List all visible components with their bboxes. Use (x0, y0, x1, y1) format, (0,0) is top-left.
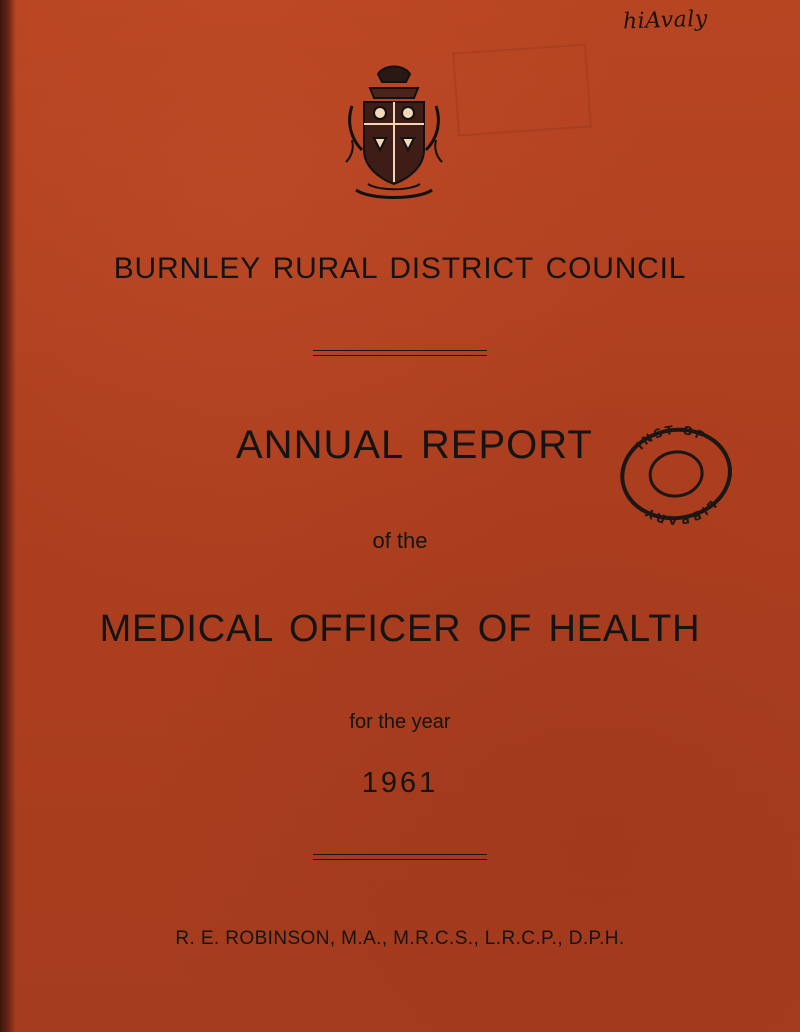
top-double-rule (313, 350, 487, 356)
bottom-double-rule (313, 854, 487, 860)
report-title: ANNUAL REPORT (236, 423, 593, 467)
council-name: BURNLEY RURAL DISTRICT COUNCIL (113, 252, 687, 285)
library-stamp-bottom-text: LIBRARY (641, 497, 720, 528)
author-line: R. E. ROBINSON, M.A., M.R.C.S., L.R.C.P., D.P.H. (175, 928, 625, 949)
svg-text:INST OF (631, 418, 709, 453)
svg-text:LIBRARY (640, 495, 721, 533)
report-year: 1961 (361, 767, 439, 799)
binding-edge (0, 0, 16, 1032)
officer-title: MEDICAL OFFICER OF HEALTH (99, 608, 701, 650)
council-crest-icon (334, 58, 454, 214)
handwritten-note: hiAvaly (622, 6, 709, 35)
faint-date-stamp (452, 43, 592, 136)
library-stamp-icon (605, 410, 747, 537)
subtitle-of-the: of the (372, 528, 428, 553)
library-stamp-top-text: INST OF (633, 422, 708, 453)
for-the-year-label: for the year (349, 711, 451, 733)
